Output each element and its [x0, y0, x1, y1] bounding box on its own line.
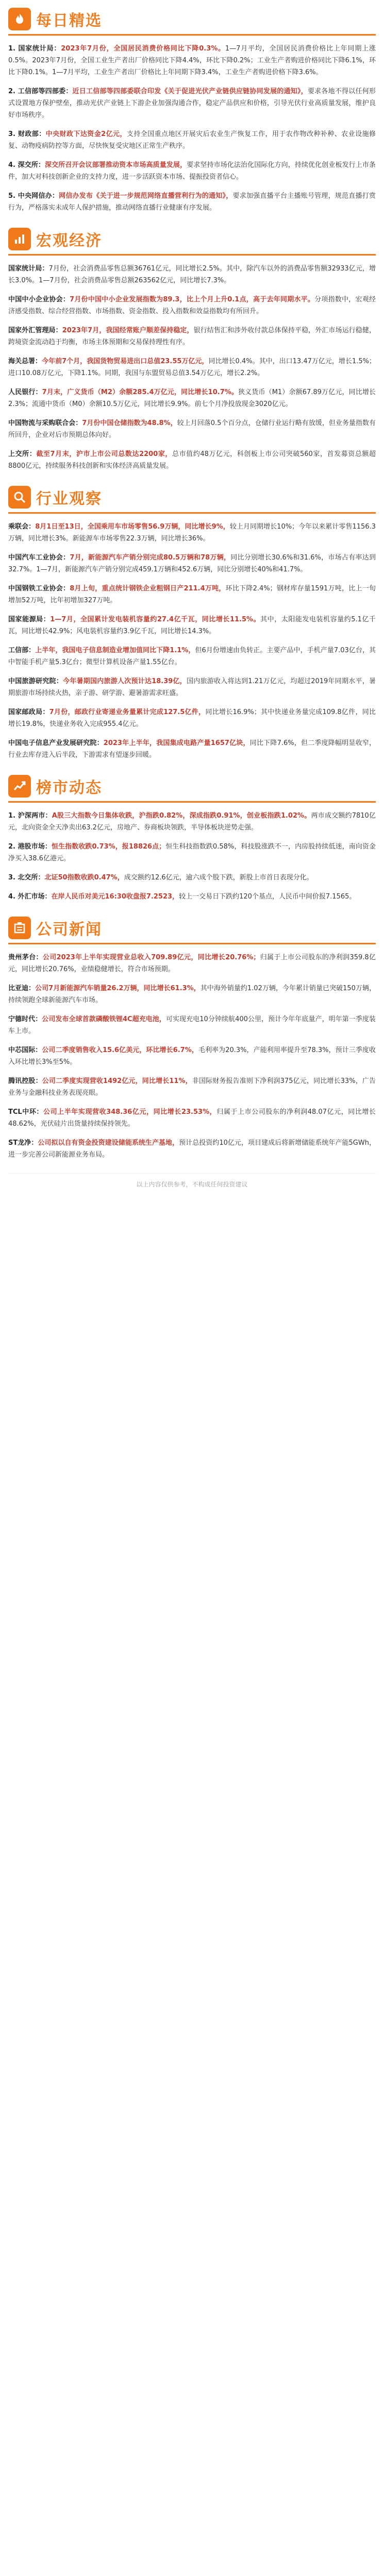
news-item — [8, 706, 376, 730]
section-0 — [8, 4, 376, 214]
news-highlight: 7月末，广义货币（M2）余额285.4万亿元，同比增长10.7%。 — [42, 388, 239, 396]
news-source: 国家能源局： — [8, 616, 51, 623]
news-highlight: 2023年7月，我国经常账户顺差保持稳定， — [62, 327, 194, 334]
section-4 — [8, 913, 376, 1161]
news-body: 支持全国重点地区开展灾后农业生产恢复工作，用于农作物改种补种、农业设施修复、动物疫病防控等方面，尽快恢复受灾地区正常生产秩序。 — [8, 130, 376, 150]
news-source: 1. 沪深两市： — [8, 812, 52, 820]
news-highlight: 中央财政下达资金2亿元， — [45, 130, 127, 138]
news-source: 中国物流与采购联合会： — [8, 419, 82, 427]
news-item — [8, 86, 376, 121]
news-source: 4. 外汇市场： — [8, 893, 52, 901]
news-item — [8, 891, 376, 903]
news-item — [8, 1044, 376, 1068]
footer-disclaimer: 以上内容仅供参考，不构成任何投资建议 — [8, 1173, 376, 1189]
news-body: 归属于上市公司股东的净利润48.07亿元，同比增长48.62%，光伏硅片出货量持续保持领先。 — [8, 1108, 376, 1128]
news-item — [8, 841, 376, 865]
news-item — [8, 128, 376, 152]
news-source: 国家统计局： — [8, 265, 49, 273]
news-highlight: 公司7月新能源汽车销量26.2万辆，同比增长61.3%， — [35, 985, 201, 992]
news-body: 归属于上市公司股东的净利润359.8亿元，同比增长20.76%，业绩稳健增长，符合市场预期。 — [8, 954, 376, 973]
section-title: 公司新闻 — [36, 921, 102, 939]
section-header — [8, 913, 376, 944]
news-highlight: 恒生指数收跌0.73%，报18826点； — [52, 843, 166, 851]
news-body: 国内旅游收入将达到1.21万亿元，均超过2019年同期水平，暑期旅游市场持续火热，亲子游、研学游、避暑游需求旺盛。 — [8, 677, 376, 697]
news-source: 2. 工信部等四部委： — [8, 88, 73, 95]
section-header — [8, 771, 376, 803]
news-item — [8, 1075, 376, 1099]
news-body: 环比下降2.4%；钢材库存量1591万吨，比上一旬增加52万吨，比年初增加327万吨。 — [8, 585, 376, 604]
news-item — [8, 355, 376, 379]
news-item — [8, 614, 376, 637]
news-item — [8, 190, 376, 214]
news-item — [8, 1106, 376, 1130]
news-item — [8, 872, 376, 884]
news-body: 狭义货币（M1）余额67.89万亿元，同比增长2.3%；流通中货币（M0）余额10.5万亿元，同比增长9.9%。前七个月净投放现金3020亿元。 — [8, 388, 376, 408]
news-highlight: 1—7月，全国累计发电装机容量约27.4亿千瓦，同比增长11.5%。 — [50, 616, 261, 623]
news-item — [8, 645, 376, 668]
news-item — [8, 810, 376, 834]
news-source: 3. 财政部： — [8, 130, 46, 138]
news-body: 银行结售汇和涉外收付款总体保持平稳，外汇市场运行稳健，跨境资金流动趋于均衡，市场主体预期和交易保持理性有序。 — [8, 327, 376, 346]
news-source: 中国汽车工业协会： — [8, 554, 70, 562]
macro-economy-icon — [8, 228, 31, 250]
news-body: 7月份，社会消费品零售总额36761亿元，同比增长2.5%。其中，除汽车以外的消费品零售额32933亿元，增长3.0%。1—7月份，社会消费品零售总额263562亿元，同比增长7.3%。 — [8, 265, 376, 284]
news-item — [8, 521, 376, 545]
section-title: 每日精选 — [36, 12, 102, 30]
news-body: 同比下降7.6%，但二季度降幅明显收窄，行业去库存进入后半段，下游需求有望逐步回暖。 — [8, 739, 376, 759]
section-header — [8, 224, 376, 256]
news-highlight: 今年前7个月，我国货物贸易进出口总值23.55万亿元， — [42, 358, 209, 365]
section-1 — [8, 224, 376, 472]
hot-news-icon — [8, 8, 31, 30]
news-body: 1—7月平均，全国居民消费价格比上年同期上涨0.5%。2023年7月份，全国工业生产者出厂价格同比下降4.4%，环比下降0.2%；工业生产者购进价格同比下降6.1%，环比下降0.1%。1—7月平均，工业生产者出厂价格比上年同期下降3.4%，工业生产者购进价格下降3.6%。 — [8, 45, 376, 76]
news-item — [8, 325, 376, 348]
news-highlight: 网信办发布《关于进一步规范网络直播营利行为的通知》， — [59, 192, 233, 200]
news-highlight: 7月份中国中小企业发展指数为89.3，比上个月上升0.1点，高于去年同期水平。 — [70, 296, 315, 303]
news-item — [8, 583, 376, 606]
news-source: 工信部： — [8, 647, 36, 654]
news-source: 2. 港股市场： — [8, 843, 52, 851]
news-source: 4. 深交所： — [8, 161, 45, 169]
news-item — [8, 1013, 376, 1037]
news-highlight: 截至7月末，沪市上市公司总数达2200家， — [36, 450, 172, 458]
news-body: 较上月同期增长10%；今年以来累计零售1156.3万辆，同比增长3%。新能源车市场零售22.3万辆，同比增长36%。 — [8, 523, 376, 543]
news-item — [8, 263, 376, 286]
news-source: 腾讯控股： — [8, 1077, 42, 1085]
news-body: 要求各地不得以任何形式设置地方保护壁垒，推动光伏产业链上下游企业加强沟通合作，稳定产品供应和价格，引导光伏行业高质量发展，维护良好市场秩序。 — [8, 88, 376, 119]
news-highlight: 2023年7月份，全国居民消费价格同比下降0.3%。 — [61, 45, 225, 53]
news-body: 要求坚持市场化法治化国际化方向，持续优化创业板发行上市条件，加大对科技创新企业的支持力度，进一步活跃资本市场、提振投资者信心。 — [8, 161, 376, 181]
news-body: 总市值约48万亿元，科创板上市公司突破560家，首发募资总额超8800亿元，持续服务科技创新和实体经济高质量发展。 — [8, 450, 376, 470]
news-item — [8, 1137, 376, 1161]
news-item — [8, 982, 376, 1006]
news-source: 上交所： — [8, 450, 37, 458]
news-source: 比亚迪： — [8, 985, 36, 992]
news-body: 两市成交额约7810亿元，北向资金全天净卖出63.2亿元，房地产、券商板块领跌，半导体板块逆势走强。 — [8, 812, 376, 832]
news-body: 其中，太阳能发电装机容量约5.1亿千瓦，同比增长42.9%；风电装机容量约3.9亿千瓦，同比增长14.3%。 — [8, 616, 376, 635]
news-highlight: 公司上半年实现营收348.36亿元，同比增长23.53%， — [43, 1108, 217, 1116]
news-item — [8, 675, 376, 699]
news-highlight: A股三大指数今日集体收跌，沪指跌0.82%，深成指跌0.91%，创业板指跌1.02%。 — [52, 812, 311, 820]
news-highlight: 8月1日至13日，全国乘用车市场零售56.9万辆，同比增长9%， — [35, 523, 230, 531]
news-source: 1. 国家统计局： — [8, 45, 61, 53]
news-highlight: 在岸人民币对美元16:30收盘报7.2523， — [51, 893, 179, 901]
news-body: 恒生科技指数跌0.58%，科技股涨跌不一，内房股持续低迷，南向资金净买入38.6亿港元。 — [8, 843, 376, 862]
news-source: 中国旅游研究院： — [8, 677, 63, 685]
news-highlight: 近日工信部等四部委联合印发《关于促进光伏产业链供应链协同发展的通知》， — [72, 88, 308, 95]
news-body: 非国际财务报告准则下净利润375亿元，同比增长33%，广告业务与金融科技业务表现亮眼。 — [8, 1077, 376, 1097]
news-source: 3. 北交所： — [8, 874, 45, 882]
news-highlight: 8月上旬，重点统计钢铁企业粗钢日产211.4万吨， — [70, 585, 226, 592]
news-highlight: 公司拟以自有资金投资建设储能系统生产基地， — [38, 1139, 179, 1147]
news-item — [8, 737, 376, 761]
news-item — [8, 294, 376, 317]
news-item — [8, 159, 376, 183]
news-body: 较上一交易日下跌约120个基点，人民币中间价报7.1565。 — [179, 893, 356, 901]
news-body: 同比增长0.4%。其中，出口13.47万亿元，增长1.5%；进口10.08万亿元，下降1.1%。同期，我国与东盟贸易总值3.54万亿元，增长2.2%。 — [8, 358, 376, 377]
news-source: 海关总署： — [8, 358, 42, 365]
news-source: 宁德时代： — [8, 1015, 42, 1023]
news-item — [8, 448, 376, 472]
stock-movers-icon — [8, 775, 31, 798]
news-item — [8, 952, 376, 975]
news-highlight: 公司二季度实现营收1492亿元，同比增长11%， — [42, 1077, 192, 1085]
section-title: 宏观经济 — [36, 232, 102, 250]
news-highlight: 公司二季度销售收入15.6亿美元，环比增长6.7%， — [42, 1046, 198, 1054]
news-source: 国家邮政局： — [8, 708, 49, 716]
news-body: 分项指数中，宏观经济感受指数、综合经营指数、市场指数、资金指数、投入指数和效益指数均有所回升。 — [8, 296, 376, 315]
news-item — [8, 43, 376, 78]
section-header — [8, 4, 376, 36]
news-body: 同比分别增长30.6%和31.6%，市场占有率达到32.7%。1—7月，新能源汽车产销分别完成459.1万辆和452.6万辆，同比分别增长40%和41.7%。 — [8, 554, 376, 573]
news-source: 乘联会： — [8, 523, 36, 531]
news-highlight: 7月份，邮政行业寄递业务量累计完成127.5亿件， — [49, 708, 206, 716]
news-item — [8, 417, 376, 441]
news-source: ST龙净： — [8, 1139, 38, 1147]
news-body: 同比增长16.9%；其中快递业务量完成109.8亿件，同比增长19.8%，快递业务收入完成955.4亿元。 — [8, 708, 376, 728]
news-body: 但6月份增速由负转正。主要产品中，手机产量7.03亿台，其中智能手机产量5.3亿台；微型计算机设备产量1.55亿台。 — [8, 647, 376, 666]
industry-observe-icon — [8, 486, 31, 509]
section-3 — [8, 771, 376, 903]
news-highlight: 公司发布全球首款磷酸铁锂4C超充电池， — [42, 1015, 166, 1023]
news-source: 贵州茅台： — [8, 954, 43, 961]
news-source: 5. 中央网信办： — [8, 192, 59, 200]
news-item — [8, 552, 376, 575]
news-source: 人民银行： — [8, 388, 42, 396]
news-highlight: 深交所召开会议部署推动资本市场高质量发展， — [45, 161, 187, 169]
section-2 — [8, 482, 376, 761]
news-body: 要求加强直播平台主播账号管理，规范直播打赏行为，严格落实未成年人保护措施，推动网络直播行业健康有序发展。 — [8, 192, 376, 212]
news-body: 较上月回落0.5个百分点，仓储行业运行略有放缓，但业务量指数有所回升，企业对后市预期总体向好。 — [8, 419, 376, 439]
company-news-icon — [8, 917, 31, 939]
news-highlight: 2023年上半年，我国集成电路产量1657亿块， — [103, 739, 250, 747]
news-highlight: 上半年，我国电子信息制造业增加值同比下降1.1%， — [35, 647, 195, 654]
section-header — [8, 482, 376, 514]
digest-page — [0, 4, 384, 1204]
section-title: 行业观察 — [36, 490, 102, 508]
news-body: 其中海外销量约1.02万辆，今年累计销量已突破150万辆，持续领跑全球新能源汽车市场。 — [8, 985, 376, 1004]
news-source: 中国电子信息产业发展研究院： — [8, 739, 104, 747]
news-body: 可实现充电10分钟续航400公里，预计今年年底量产，明年第一季度装车上市。 — [8, 1015, 376, 1035]
news-highlight: 7月，新能源汽车产销分别完成80.5万辆和78万辆， — [70, 554, 231, 562]
news-source: 中国钢铁工业协会： — [8, 585, 70, 592]
news-highlight: 北证50指数收跌0.47%， — [44, 874, 124, 882]
news-body: 毛利率为20.3%，产能利用率提升至78.3%，预计三季度收入环比增长3%至5%。 — [8, 1046, 376, 1066]
news-source: 中国中小企业协会： — [8, 296, 70, 303]
section-title: 榜市动态 — [36, 779, 102, 797]
news-highlight: 今年暑期国内旅游人次预计达18.39亿， — [62, 677, 187, 685]
news-item — [8, 386, 376, 410]
news-source: 国家外汇管理局： — [8, 327, 62, 334]
news-body: 预计总投资约10亿元，项目建成后将新增储能系统年产能5GWh，进一步完善公司新能源业务布局。 — [8, 1139, 376, 1159]
news-highlight: 公司2023年上半年实现营业总收入709.89亿元，同比增长20.76%； — [42, 954, 260, 961]
news-source: TCL中环： — [8, 1108, 43, 1116]
news-body: 成交额约12.6亿元，逾六成个股下跌，新股上市首日表现分化。 — [124, 874, 313, 882]
news-source: 中芯国际： — [8, 1046, 42, 1054]
news-highlight: 7月份中国仓储指数为48.8%， — [82, 419, 177, 427]
